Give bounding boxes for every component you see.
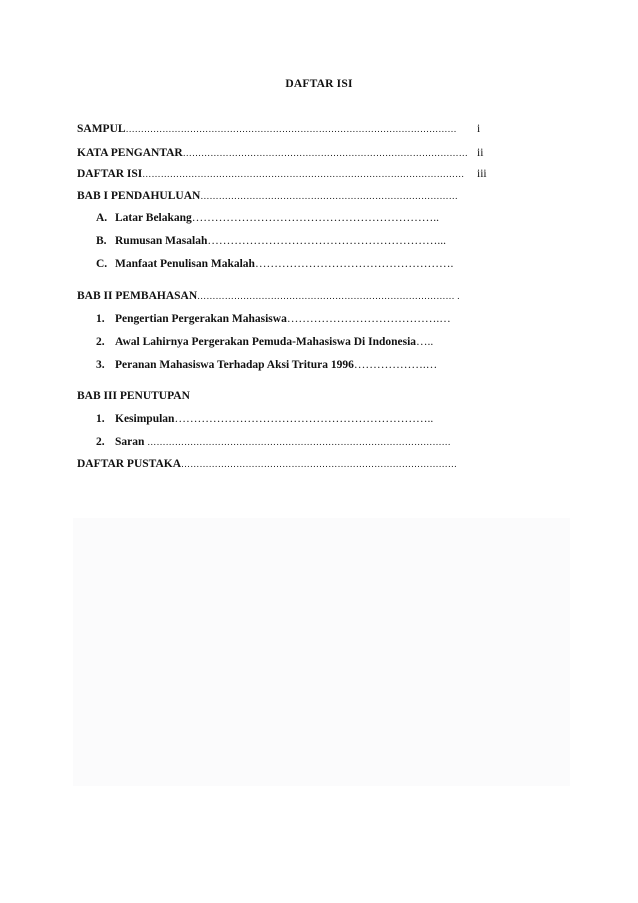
toc-subentry-kesimpulan (96, 412, 433, 426)
toc-entry-bab-1 (77, 189, 458, 203)
toc-label: Manfaat Penulisan Makalah (115, 258, 255, 270)
toc-leader-dots: ….. (416, 336, 434, 348)
toc-marker: 1. (96, 313, 105, 325)
toc-leader-dots: ……………………………………………………………………………… (181, 459, 458, 469)
toc-entry-daftar-isi (77, 167, 464, 181)
toc-leader-dots: …………………………………………………………………………………………… (142, 169, 465, 179)
toc-label: BAB II PEMBAHASAN (77, 290, 198, 302)
toc-subentry-latar-belakang (96, 211, 439, 225)
toc-label: KATA PENGANTAR (77, 147, 183, 159)
toc-subentry-pengertian (96, 312, 451, 326)
toc-label: Awal Lahirnya Pergerakan Pemuda-Mahasiswa Di Indonesia (115, 336, 417, 348)
toc-label: Saran (115, 436, 145, 448)
toc-label: Kesimpulan (115, 413, 175, 425)
toc-label: Peranan Mahasiswa Terhadap Aksi Tritura 1996 (115, 359, 354, 371)
page-title: DAFTAR ISI (285, 78, 353, 90)
toc-label: BAB III PENUTUPAN (77, 390, 190, 402)
toc-marker: 2. (96, 336, 105, 348)
toc-leader-dots: ……………………………………………………... (207, 235, 446, 247)
toc-subentry-rumusan-masalah (96, 234, 446, 248)
toc-subentry-manfaat-penulisan (96, 257, 453, 271)
toc-leader-dots: ………………………………….… (286, 313, 451, 325)
toc-marker: 2. (96, 436, 105, 448)
toc-label: SAMPUL (77, 123, 126, 135)
toc-label: DAFTAR PUSTAKA (77, 458, 182, 470)
toc-entry-kata-pengantar (77, 146, 468, 160)
toc-entry-daftar-pustaka (77, 457, 457, 471)
toc-label: BAB I PENDAHULUAN (77, 190, 201, 202)
toc-leader-dots: ……………………………………………………….. (191, 212, 440, 224)
toc-marker: 1. (96, 413, 105, 425)
toc-entry-bab-3 (77, 389, 190, 403)
toc-page-number: i (477, 123, 481, 135)
toc-leader-dots: ……………………………………………………………………………………… (147, 437, 451, 447)
toc-page-number: ii (477, 147, 484, 159)
blank-content-area (73, 518, 570, 786)
toc-label: Pengertian Pergerakan Mahasiswa (115, 313, 287, 325)
toc-leader-dots: ………………………………………………………………………… (200, 191, 458, 201)
toc-leader-dots: ………………………………………………………………………… . (197, 291, 460, 301)
toc-entry-bab-2 (77, 289, 460, 303)
toc-label: DAFTAR ISI (77, 168, 143, 180)
toc-leader-dots: ……………….… (353, 359, 438, 371)
toc-subentry-saran (96, 435, 451, 449)
toc-page-number: iii (477, 168, 487, 180)
toc-leader-dots: ……………………………………………………………………………………………… (125, 124, 457, 134)
toc-subentry-awal-lahirnya (96, 335, 433, 349)
toc-marker: 3. (96, 359, 105, 371)
toc-leader-dots: ………………………………………………………………………………… (182, 148, 468, 158)
toc-subentry-peranan (96, 358, 437, 372)
toc-entry-sampul (77, 122, 457, 136)
toc-label: Latar Belakang (115, 212, 192, 224)
toc-label: Rumusan Masalah (115, 235, 208, 247)
toc-marker: C. (96, 258, 108, 270)
toc-leader-dots: ……………………………………………. (254, 258, 454, 270)
toc-leader-dots: ………………………………………………………….. (174, 413, 434, 425)
toc-marker: B. (96, 235, 107, 247)
toc-marker: A. (96, 212, 108, 224)
